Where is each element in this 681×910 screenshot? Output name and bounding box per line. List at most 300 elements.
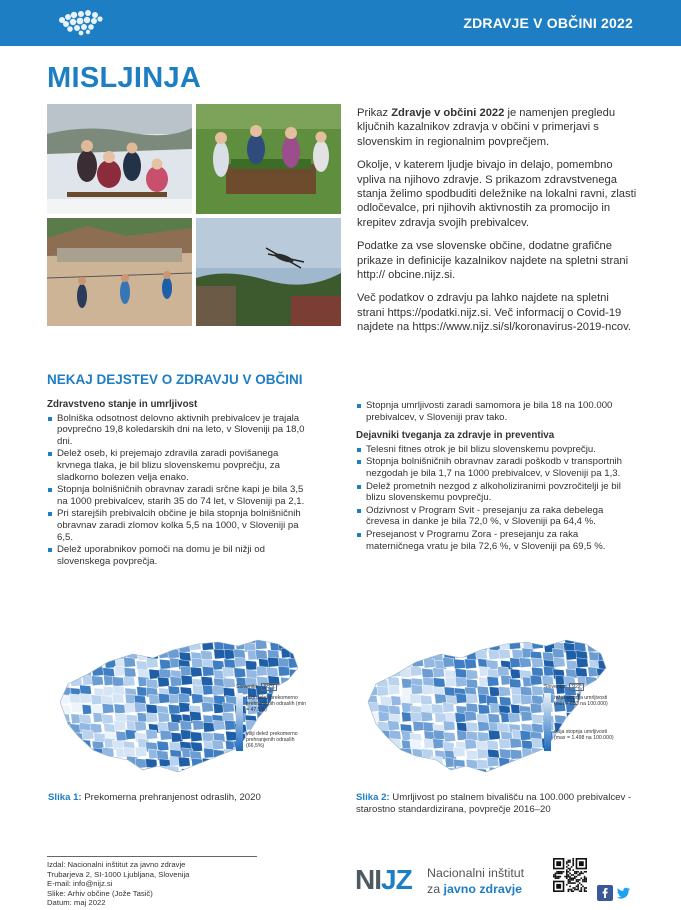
map-region <box>92 632 104 641</box>
map-region <box>400 748 412 758</box>
map-region <box>72 766 84 776</box>
map-region <box>267 632 279 641</box>
map-region <box>190 632 202 642</box>
photo-winter-sledding <box>47 104 192 214</box>
map-region <box>91 676 103 686</box>
map-region <box>358 678 370 688</box>
map-region <box>454 659 466 669</box>
facebook-icon[interactable] <box>597 885 613 901</box>
map-region <box>48 711 59 721</box>
map-region <box>167 722 179 732</box>
map-region <box>136 777 148 782</box>
map-region <box>357 721 369 731</box>
map-region <box>82 650 94 660</box>
map-region <box>532 776 544 782</box>
map-region <box>488 633 500 643</box>
map-region <box>478 721 490 731</box>
map-region <box>466 670 478 680</box>
map-region <box>453 747 465 757</box>
map-region <box>358 758 370 768</box>
map-region <box>213 758 225 768</box>
imprint-email[interactable]: E-mail: info@nijz.si <box>47 879 113 889</box>
map-region <box>556 776 568 782</box>
map-region <box>377 686 389 696</box>
map-region <box>366 642 378 652</box>
map-region <box>202 666 214 676</box>
map-region <box>368 660 380 670</box>
qr-code-icon[interactable] <box>553 858 587 892</box>
map-region <box>423 642 435 652</box>
map-region <box>368 758 380 768</box>
map-region <box>224 765 236 775</box>
twitter-icon[interactable] <box>615 885 631 901</box>
map-region <box>170 677 182 687</box>
map-region <box>57 668 69 678</box>
map-region <box>59 705 71 715</box>
map-region <box>160 730 172 740</box>
map-region <box>356 668 368 678</box>
map-region <box>68 642 80 652</box>
map-region <box>519 658 531 668</box>
map-region <box>213 720 225 730</box>
map-region <box>48 766 59 776</box>
map-region <box>388 685 400 695</box>
intro-paragraph-3: Podatke za vse slovenske občine, dodatne grafične prikaze in definicije kazalnikov najdete na spletni strani http:// obcine.nijz.si. <box>357 240 629 282</box>
map-region <box>82 759 94 769</box>
map-region <box>445 677 457 687</box>
map-region <box>508 713 520 723</box>
map-region <box>168 704 180 714</box>
map-region <box>575 632 587 642</box>
map-overweight <box>48 632 318 782</box>
photo-gardening-children <box>196 104 341 214</box>
map-region <box>366 732 378 742</box>
map-region <box>181 632 193 642</box>
map-region <box>466 694 478 704</box>
map-region <box>598 632 610 642</box>
map-region <box>356 687 367 697</box>
health-list <box>47 413 312 568</box>
map-region <box>476 776 488 782</box>
list-item: Bolniška odsotnost delovno aktivnih prebivalcev je trajala povprečno 19,8 koledarskih dni na leto, v Sloveniji pa 18,0 dni. <box>47 413 312 448</box>
map-region <box>444 732 456 742</box>
social-icons <box>597 885 631 901</box>
map-region <box>48 775 59 782</box>
map-region <box>59 740 71 750</box>
map-region <box>178 757 190 767</box>
map-region <box>178 643 190 653</box>
map-region <box>501 769 513 779</box>
list-item: Delež oseb, ki prejemajo zdravila zaradi povišanega krvnega tlaka, je bil blizu slovenskemu povprečju, za sladkorno bolezen velja enako. <box>47 448 312 483</box>
map-region <box>454 640 466 650</box>
map-region <box>497 666 509 676</box>
map-region <box>433 678 445 688</box>
list-item: Delež prometnih nezgod z alkoholiziranimi povzročitelji je bil blizu slovenskemu povprečju. <box>356 481 631 504</box>
map-region <box>202 633 214 643</box>
map-region <box>112 677 124 687</box>
legend-low-text: nižji delež prekomerno prehranjenih odraslih (min = 47,5%) <box>246 695 306 713</box>
map-region <box>201 702 213 712</box>
map-region <box>435 769 447 779</box>
map-region <box>380 741 392 751</box>
map-region <box>509 759 521 769</box>
map-region <box>380 696 392 706</box>
health-list-continued <box>356 400 631 423</box>
map-region <box>510 749 522 759</box>
map-region <box>79 748 91 758</box>
map-region <box>82 730 94 740</box>
map-region <box>366 634 378 644</box>
map-region <box>378 632 390 641</box>
map-region <box>70 658 82 668</box>
map-region <box>412 776 424 782</box>
map-region <box>356 740 368 750</box>
map-region <box>167 634 179 644</box>
map-region <box>223 777 235 782</box>
map-overweight-caption: Slika 1: Prekomerna prehranjenost odraslih, 2020 <box>48 792 261 803</box>
map-region <box>255 640 267 650</box>
imprint-address: Trubarjeva 2, SI-1000 Ljubljana, Slovenija <box>47 869 190 879</box>
map-region <box>135 747 147 757</box>
map-region <box>49 748 61 758</box>
map-region <box>465 659 477 669</box>
map-region <box>530 703 542 713</box>
map-region <box>390 767 402 777</box>
map-region <box>303 777 315 782</box>
map-region <box>113 632 125 641</box>
map-region <box>48 732 59 742</box>
map-region <box>510 738 522 748</box>
map-region <box>389 774 401 782</box>
map-region <box>223 678 235 688</box>
map-region <box>146 633 158 643</box>
map-region <box>553 657 565 667</box>
map-region <box>388 721 400 731</box>
map-region <box>224 749 236 759</box>
map-region <box>58 678 70 688</box>
map-region <box>420 695 432 705</box>
map-region <box>356 767 367 777</box>
map-region <box>512 775 524 782</box>
map-region <box>531 634 543 644</box>
map-region <box>49 739 61 749</box>
map-region <box>49 760 61 770</box>
map-region <box>531 686 543 696</box>
map-region <box>123 676 135 686</box>
map-region <box>400 640 412 650</box>
list-item: Presejanost v Programu Zora - presejanju za raka materničnega vratu je bila 72,6 %, v Sloveniji pa 69,5 %. <box>356 529 631 552</box>
map-region <box>72 758 84 768</box>
list-item: Stopnja umrljivosti zaradi samomora je bila 18 na 100.000 prebivalcev, v Sloveniji prav tako. <box>356 400 631 423</box>
legend-high-text: višja stopnja umrljivosti (max = 1.498 na 100.000) <box>554 729 614 741</box>
map-region <box>576 658 588 668</box>
map-region <box>225 760 237 770</box>
intro-paragraph-1: Prikaz Zdravje v občini 2022 je namenjen pregledu ključnih kazalnikov zdravja v občini v primerjavi s slovenskim in regionalnim povprečjem. <box>357 107 616 148</box>
map-region <box>357 705 369 715</box>
map-region <box>204 767 216 777</box>
map-region <box>114 721 126 731</box>
map-region <box>58 774 70 782</box>
map-region <box>456 766 468 776</box>
map-region <box>212 685 224 695</box>
map-region <box>158 712 170 722</box>
map-region <box>49 651 61 661</box>
map-overweight-legend <box>236 683 316 773</box>
map-region <box>50 634 62 644</box>
legend-low-text: nižja stopnja umrljivosti (min = 683 na 100.000) <box>554 695 608 707</box>
map-region <box>214 649 226 659</box>
map-region <box>356 694 366 704</box>
map-region <box>60 641 72 651</box>
map-region <box>300 632 312 642</box>
imprint-date: Datum: maj 2022 <box>47 898 106 908</box>
map-region <box>465 711 477 721</box>
map-region <box>203 722 215 732</box>
map-region <box>402 759 414 769</box>
map-region <box>444 767 456 777</box>
map-region <box>597 640 609 650</box>
map-region <box>80 643 92 653</box>
map-region <box>421 712 433 722</box>
map-region <box>356 660 368 670</box>
map-region <box>522 777 534 782</box>
map-region <box>200 774 212 782</box>
map-region <box>70 750 82 760</box>
map-region <box>146 658 158 668</box>
map-region <box>190 711 202 721</box>
map-region <box>409 756 421 766</box>
map-region <box>61 651 73 661</box>
legend-high-text: višji delež prekomerno prehranjenih odraslih (66,5%) <box>246 731 298 749</box>
map-region <box>544 632 556 642</box>
map-region <box>222 703 234 713</box>
nijz-name-line1: Nacionalni inštitut <box>427 866 525 880</box>
map-region <box>577 777 589 782</box>
map-region <box>178 693 190 703</box>
map-region <box>234 668 246 678</box>
map-region <box>488 730 500 740</box>
map-region <box>422 685 434 695</box>
map-region <box>597 777 609 782</box>
map-region <box>234 657 246 667</box>
map-region <box>366 686 378 696</box>
map-region <box>48 721 60 731</box>
intro-paragraph-4: Več podatkov o zdravju pa lahko najdete na spletni strani https://podatki.nijz.si. Več informacij o Covid-19 najdete na https://www.nijz.si/sl/koronavirus-2019-ncov. <box>357 292 632 334</box>
map-region <box>377 767 389 777</box>
map-region <box>79 739 91 749</box>
map-region <box>379 666 391 676</box>
map-region <box>168 778 180 782</box>
map-region <box>299 649 311 659</box>
map-mortality-caption: Slika 2: Umrljivost po stalnem bivališču na 100.000 prebivalcev - starostno standardizirana, povprečje 2016–20 <box>356 792 632 815</box>
map-region <box>102 632 114 640</box>
map-region <box>135 721 147 731</box>
map-region <box>257 776 269 782</box>
map-region <box>376 759 388 769</box>
map-region <box>380 776 392 782</box>
map-region <box>508 632 520 642</box>
map-region <box>69 668 81 678</box>
map-region <box>268 657 280 667</box>
map-region <box>435 642 447 652</box>
map-region <box>222 667 234 677</box>
legend-label: Slovenija <box>544 684 566 690</box>
map-region <box>478 704 490 714</box>
map-region <box>366 751 378 761</box>
map-region <box>443 640 455 650</box>
map-region <box>124 668 136 678</box>
map-region <box>236 775 248 782</box>
legend-gradient <box>236 693 243 751</box>
map-region <box>499 687 511 697</box>
map-region <box>368 777 380 782</box>
map-region <box>102 714 114 724</box>
map-region <box>391 632 403 641</box>
map-region <box>48 678 59 688</box>
legend-gradient <box>544 693 551 751</box>
map-region <box>191 658 203 668</box>
facts-column-left <box>47 399 312 568</box>
map-region <box>511 768 523 778</box>
facts-column-right <box>356 400 631 553</box>
map-region <box>356 775 366 782</box>
map-region <box>158 693 170 703</box>
map-region <box>389 642 401 652</box>
map-region <box>522 769 534 779</box>
map-region <box>156 632 168 641</box>
map-region <box>488 650 500 660</box>
map-region <box>148 774 160 782</box>
map-region <box>49 705 61 715</box>
nijz-name-line2: za javno zdravje <box>427 882 523 896</box>
map-region <box>379 751 391 761</box>
map-region <box>123 747 135 757</box>
map-region <box>423 658 435 668</box>
map-region <box>356 748 368 758</box>
map-region <box>443 657 455 667</box>
map-region <box>609 776 621 782</box>
map-region <box>160 775 172 782</box>
map-region <box>521 759 533 769</box>
map-region <box>71 732 83 742</box>
map-region <box>465 632 477 641</box>
map-region <box>190 667 202 677</box>
map-region <box>357 633 369 643</box>
map-region <box>412 651 424 661</box>
map-region <box>412 634 424 644</box>
map-region <box>552 648 564 658</box>
map-region <box>446 776 458 782</box>
map-region <box>290 775 302 782</box>
map-region <box>487 757 499 767</box>
map-region <box>268 775 280 782</box>
legend-slovenia-value: 922 <box>569 683 584 691</box>
map-region <box>378 712 390 722</box>
map-region <box>465 739 477 749</box>
facts-title: NEKAJ DEJSTEV O ZDRAVJU V OBČINI <box>47 372 303 387</box>
map-region <box>421 632 433 641</box>
map-region <box>213 775 225 782</box>
map-region <box>475 649 487 659</box>
map-region <box>158 677 170 687</box>
map-region <box>71 740 83 750</box>
map-region <box>181 675 193 685</box>
map-region <box>127 641 139 651</box>
map-region <box>71 776 83 782</box>
map-region <box>114 758 126 768</box>
map-region <box>290 640 302 650</box>
map-region <box>387 652 399 662</box>
map-region <box>114 767 126 777</box>
map-region <box>93 757 105 767</box>
map-region <box>431 704 443 714</box>
map-region <box>112 693 124 703</box>
map-region <box>245 775 257 782</box>
map-region <box>609 661 621 671</box>
map-region <box>202 640 214 650</box>
map-region <box>83 769 95 779</box>
map-region <box>499 749 511 759</box>
list-item: Stopnja bolnišničnih obravnav zaradi poškodb v transportnih nezgodah je bila 1,7 na 1000 prebivalcev, v Sloveniji pa 1,3. <box>356 456 631 479</box>
map-region <box>357 641 369 651</box>
map-region <box>288 658 300 668</box>
map-region <box>566 777 578 782</box>
map-region <box>433 730 445 740</box>
map-region <box>401 650 413 660</box>
map-region <box>225 632 237 640</box>
map-region <box>411 685 423 695</box>
intro-paragraph-2: Okolje, v katerem ljudje bivajo in delajo, pomembno vpliva na njihovo zdravje. S prikazom zdravstvenega stanja želimo spodbuditi deležnike na lokalni ravni, zlasti odločevalce, pri njihovih aktivnostih za promocijo in krepitev zdravja svojih prebivalcev. <box>357 159 637 229</box>
map-region <box>191 758 203 768</box>
map-region <box>179 775 191 782</box>
map-region <box>478 632 490 641</box>
map-region <box>409 694 421 704</box>
map-region <box>192 768 204 778</box>
header-title: ZDRAVJE V OBČINI 2022 <box>463 15 633 31</box>
map-region <box>278 633 290 643</box>
map-region <box>368 669 380 679</box>
map-region <box>608 642 620 652</box>
map-region <box>124 657 136 667</box>
risk-heading: Dejavniki tveganja za zdravje in preventiva <box>356 430 555 442</box>
map-region <box>488 713 500 723</box>
map-region <box>388 749 400 759</box>
map-region <box>433 776 445 782</box>
risk-list <box>356 444 631 552</box>
map-region <box>499 739 511 749</box>
map-region <box>379 650 391 660</box>
header-bar <box>0 0 681 46</box>
map-region <box>124 768 136 778</box>
map-region <box>379 661 391 671</box>
map-region <box>487 676 499 686</box>
map-region <box>255 650 267 660</box>
map-region <box>356 731 367 741</box>
map-region <box>193 720 205 730</box>
map-region <box>114 704 126 714</box>
map-region <box>435 694 447 704</box>
imprint-photo-credit: Slike: Arhiv občine (Jože Tasič) <box>47 888 153 898</box>
map-region <box>530 675 542 685</box>
map-region <box>60 767 72 777</box>
map-region <box>598 651 610 661</box>
map-region <box>289 669 301 679</box>
map-region <box>179 702 191 712</box>
map-region <box>79 693 91 703</box>
map-region <box>48 666 60 676</box>
map-region <box>499 649 511 659</box>
map-region <box>145 640 157 650</box>
